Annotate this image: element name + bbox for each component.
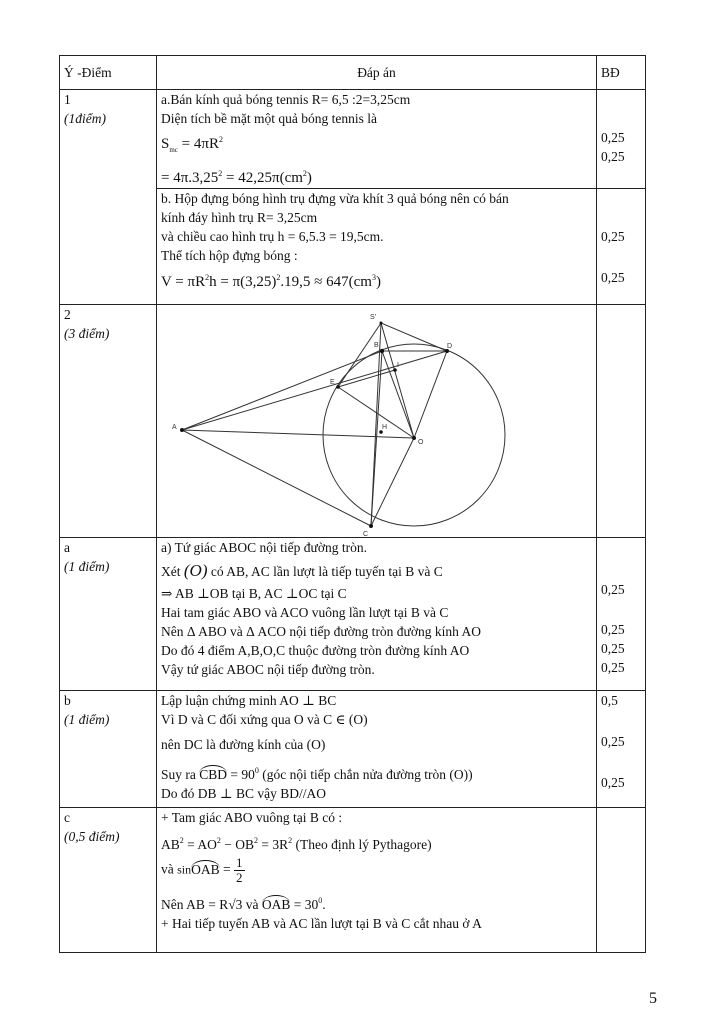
q1-number: 1 xyxy=(64,92,71,107)
header-col2: Đáp án xyxy=(157,56,597,90)
q2-figure-cell xyxy=(157,305,597,538)
qc-line2: $AB^2 = AO^2 - OB^2 = 3R^2$ (Theo định lý Pythagore) xyxy=(161,836,432,852)
q1-score-b xyxy=(597,189,646,305)
qb-score-2: 0,25 xyxy=(601,734,625,749)
qa-score xyxy=(597,538,646,691)
q1-answer-a xyxy=(157,90,597,189)
label-o: O xyxy=(418,439,424,446)
table-row-q1a xyxy=(60,90,646,189)
qb-points: (1 điểm) xyxy=(64,712,110,727)
qb-score-1: 0,5 xyxy=(601,693,618,708)
q1-b-line2: kính đáy hình trụ R= 3,25cm xyxy=(161,210,318,225)
label-s: S' xyxy=(370,314,377,321)
qc-answer xyxy=(157,808,597,953)
qb-number: b xyxy=(64,693,71,708)
qa-score-1: 0,25 xyxy=(601,582,625,597)
qc-line3: và sinOAB = $\frac{1}{2}$ xyxy=(161,855,243,885)
circle-o xyxy=(323,344,505,526)
qc-score xyxy=(597,808,646,953)
table-row-qc xyxy=(60,808,646,953)
qa-score-3: 0,25 xyxy=(601,641,625,656)
q1-answer-b xyxy=(157,189,597,305)
label-i: I xyxy=(397,362,399,369)
qa-line5: Nên Δ ABO và Δ ACO nội tiếp đường tròn đường kính AO xyxy=(161,624,482,639)
q1-b-line4: Thể tích hộp đựng bóng : xyxy=(161,248,298,263)
q1-score-1: 0,25 xyxy=(601,130,625,145)
qa-points: (1 điểm) xyxy=(64,559,110,574)
label-c: C xyxy=(363,531,369,537)
q1-b-line1: b. Hộp đựng bóng hình trụ đựng vừa khít 3 quả bóng nên có bán xyxy=(161,191,509,206)
qa-line6: Do đó 4 điểm A,B,O,C thuộc đường tròn đường kính AO xyxy=(161,643,470,658)
qc-line4: Nên AB = R√3 và OAB = $30^0$. xyxy=(161,896,326,912)
qc-points: (0,5 điểm) xyxy=(64,829,120,844)
header-col1: Ý -Điểm xyxy=(60,56,157,90)
header-col3: BĐ xyxy=(597,56,646,90)
qa-answer xyxy=(157,538,597,691)
qa-number: a xyxy=(64,540,70,555)
qb-answer xyxy=(157,691,597,808)
line-ei xyxy=(338,370,395,387)
qa-line4: Hai tam giác ABO và ACO vuông lần lượt tại B và C xyxy=(161,605,449,620)
line-so xyxy=(381,323,414,438)
q1-points: (1điểm) xyxy=(64,111,106,126)
qc-number: c xyxy=(64,810,70,825)
qb-score xyxy=(597,691,646,808)
answer-table xyxy=(59,55,646,953)
line-ac xyxy=(182,430,371,526)
line-ab xyxy=(182,351,382,430)
q2-number: 2 xyxy=(64,307,71,322)
table-row-q2 xyxy=(60,305,646,538)
q1-formula-value: = $4\pi.3,25^2 = 42,25\pi(cm^2)$ xyxy=(161,169,312,186)
q1-line1: a.Bán kính quả bóng tennis R= 6,5 :2=3,25cm xyxy=(161,92,411,107)
qa-line7: Vậy tứ giác ABOC nội tiếp đường tròn. xyxy=(161,662,375,677)
qa-line2: Xét (O) có AB, AC lần lượt là tiếp tuyến tại B và C xyxy=(161,561,443,580)
table-row-qb xyxy=(60,691,646,808)
qa-line1: a) Tứ giác ABOC nội tiếp đường tròn. xyxy=(161,540,368,555)
line-ao xyxy=(182,430,414,438)
qc-line5: + Hai tiếp tuyến AB và AC lần lượt tại B và C cắt nhau ở A xyxy=(161,916,482,931)
q1-score-3: 0,25 xyxy=(601,229,625,244)
q1-line2: Diện tích bề mặt một quả bóng tennis là xyxy=(161,111,377,126)
qb-line1: Lập luận chứng minh AO ⊥ BC xyxy=(161,693,337,708)
line-oc xyxy=(371,438,414,526)
qb-line3: nên DC là đường kính của (O) xyxy=(161,737,326,752)
qa-score-2: 0,25 xyxy=(601,622,625,637)
q2-points: (3 điểm) xyxy=(64,326,110,341)
qb-line2: Vì D và C đối xứng qua O và C ∈ (O) xyxy=(161,712,368,727)
q1-label-cell xyxy=(60,90,157,305)
label-b: B xyxy=(374,342,379,349)
qa-score-4: 0,25 xyxy=(601,660,625,675)
qb-line4: Suy ra CBD = $90^0$ (góc nội tiếp chắn nửa đường tròn (O)) xyxy=(161,766,473,782)
q1-score-a xyxy=(597,90,646,189)
line-do xyxy=(414,351,447,438)
qc-line1: + Tam giác ABO vuông tại B có : xyxy=(161,810,343,825)
table-header-row xyxy=(60,56,646,90)
page-number: 5 xyxy=(649,990,657,1007)
qa-line3: ⇒ AB ⊥OB tại B, AC ⊥OC tại C xyxy=(161,586,347,601)
qc-label-cell xyxy=(60,808,157,953)
q1-b-line3: và chiều cao hình trụ h = 6,5.3 = 19,5cm. xyxy=(161,229,384,244)
table-row-qa xyxy=(60,538,646,691)
geometry-figure xyxy=(157,305,605,537)
line-ad xyxy=(182,351,447,430)
q1-score-2: 0,25 xyxy=(601,149,625,164)
qb-line5: Do đó DB ⊥ BC vậy BD//AO xyxy=(161,786,326,801)
q2-label-cell xyxy=(60,305,157,538)
q1-formula-area: $S_{mc} = 4\pi R^2$ xyxy=(161,135,223,154)
qb-score-3: 0,25 xyxy=(601,775,625,790)
q1-score-4: 0,25 xyxy=(601,270,625,285)
label-h: H xyxy=(382,424,388,431)
qa-label-cell xyxy=(60,538,157,691)
qb-label-cell xyxy=(60,691,157,808)
label-a: A xyxy=(172,424,177,431)
q1-volume-formula: $V = \pi R^2h = \pi(3,25)^2.19,5 \approx 647(cm^3)$ xyxy=(161,273,381,290)
label-e: E xyxy=(330,379,335,386)
label-d: D xyxy=(447,343,453,350)
